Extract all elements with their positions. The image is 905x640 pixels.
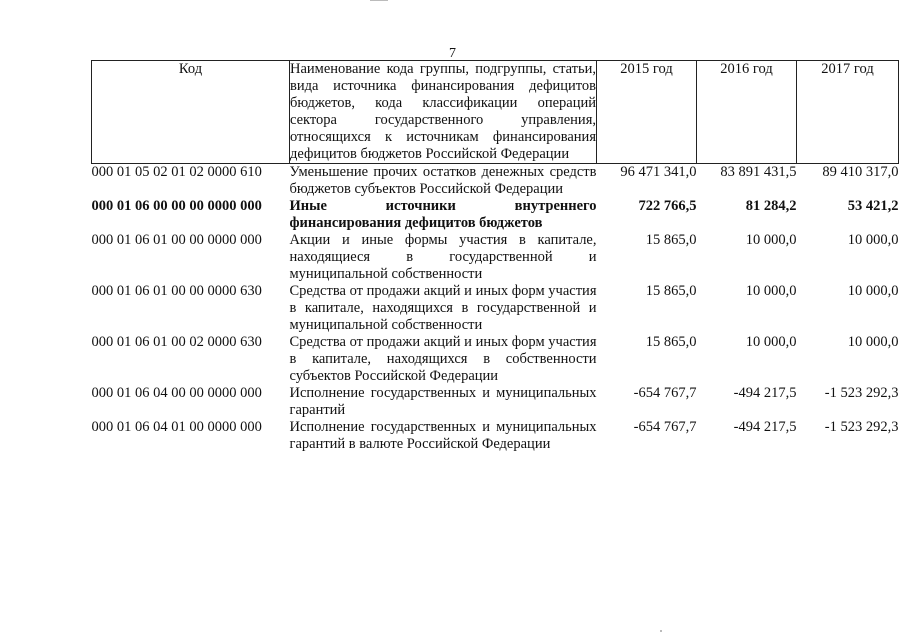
row-value-2015: 15 865,0	[645, 232, 697, 248]
row-code: 000 01 06 04 01 00 0000 000	[91, 419, 262, 435]
row-value-2017: 10 000,0	[847, 232, 899, 248]
row-name: Исполнение государственных и муниципальных гарантий	[289, 385, 597, 418]
row-name: Средства от продажи акций и иных форм участия в капитале, находящихся в собственности субъектов Российской Федерации	[289, 334, 597, 384]
row-code: 000 01 06 00 00 00 0000 000	[91, 198, 262, 214]
table-row	[92, 232, 899, 283]
table-row	[92, 334, 899, 385]
row-value-2017: 10 000,0	[847, 334, 899, 350]
header-name: Наименование кода группы, подгруппы, статьи, вида источника финансирования дефицитов бюджетов, кода классификации операций сектора государственного управления, относящихся к источникам финансирования дефицитов бюджетов Российской Федерации	[290, 61, 596, 162]
table-row	[92, 283, 899, 334]
row-name: Акции и иные формы участия в капитале, находящиеся в государственной и муниципальной собственности	[289, 232, 597, 282]
page-number: 7	[449, 46, 456, 61]
row-value-2016: 10 000,0	[745, 334, 797, 350]
row-value-2016: 83 891 431,5	[720, 164, 797, 180]
row-value-2015: 96 471 341,0	[620, 164, 697, 180]
table-row	[92, 164, 899, 199]
header-2015: 2015 год	[597, 61, 697, 164]
row-value-2015: -654 767,7	[633, 385, 697, 401]
row-value-2017: -1 523 292,3	[824, 385, 899, 401]
row-code: 000 01 06 01 00 00 0000 000	[91, 232, 262, 248]
row-value-2016: 81 284,2	[745, 198, 797, 214]
row-value-2015: -654 767,7	[633, 419, 697, 435]
header-code: Код	[92, 61, 290, 164]
header-2016: 2016 год	[697, 61, 797, 164]
header-2017: 2017 год	[797, 61, 899, 164]
table-row	[92, 198, 899, 232]
row-code: 000 01 06 01 00 02 0000 630	[91, 334, 262, 350]
row-value-2017: 53 421,2	[847, 198, 899, 214]
row-value-2015: 15 865,0	[645, 283, 697, 299]
table-row	[92, 385, 899, 419]
table-header-row	[92, 61, 899, 164]
budget-sources-table	[91, 60, 899, 453]
row-value-2017: 89 410 317,0	[822, 164, 899, 180]
row-name: Уменьшение прочих остатков денежных средств бюджетов субъектов Российской Федерации	[289, 164, 597, 197]
row-code: 000 01 06 04 00 00 0000 000	[91, 385, 262, 401]
row-value-2015: 15 865,0	[645, 334, 697, 350]
row-value-2016: -494 217,5	[733, 385, 797, 401]
row-value-2016: 10 000,0	[745, 283, 797, 299]
row-code: 000 01 06 01 00 00 0000 630	[91, 283, 262, 299]
row-name: Исполнение государственных и муниципальных гарантий в валюте Российской Федерации	[289, 419, 597, 452]
row-name: Иные источники внутреннего финансирования дефицитов бюджетов	[289, 198, 597, 231]
row-value-2016: 10 000,0	[745, 232, 797, 248]
row-code: 000 01 05 02 01 02 0000 610	[91, 164, 262, 180]
row-name: Средства от продажи акций и иных форм участия в капитале, находящихся в государственной и муниципальной собственности	[289, 283, 597, 333]
row-value-2016: -494 217,5	[733, 419, 797, 435]
table-row	[92, 419, 899, 453]
row-value-2017: -1 523 292,3	[824, 419, 899, 435]
row-value-2015: 722 766,5	[638, 198, 697, 214]
row-value-2017: 10 000,0	[847, 283, 899, 299]
